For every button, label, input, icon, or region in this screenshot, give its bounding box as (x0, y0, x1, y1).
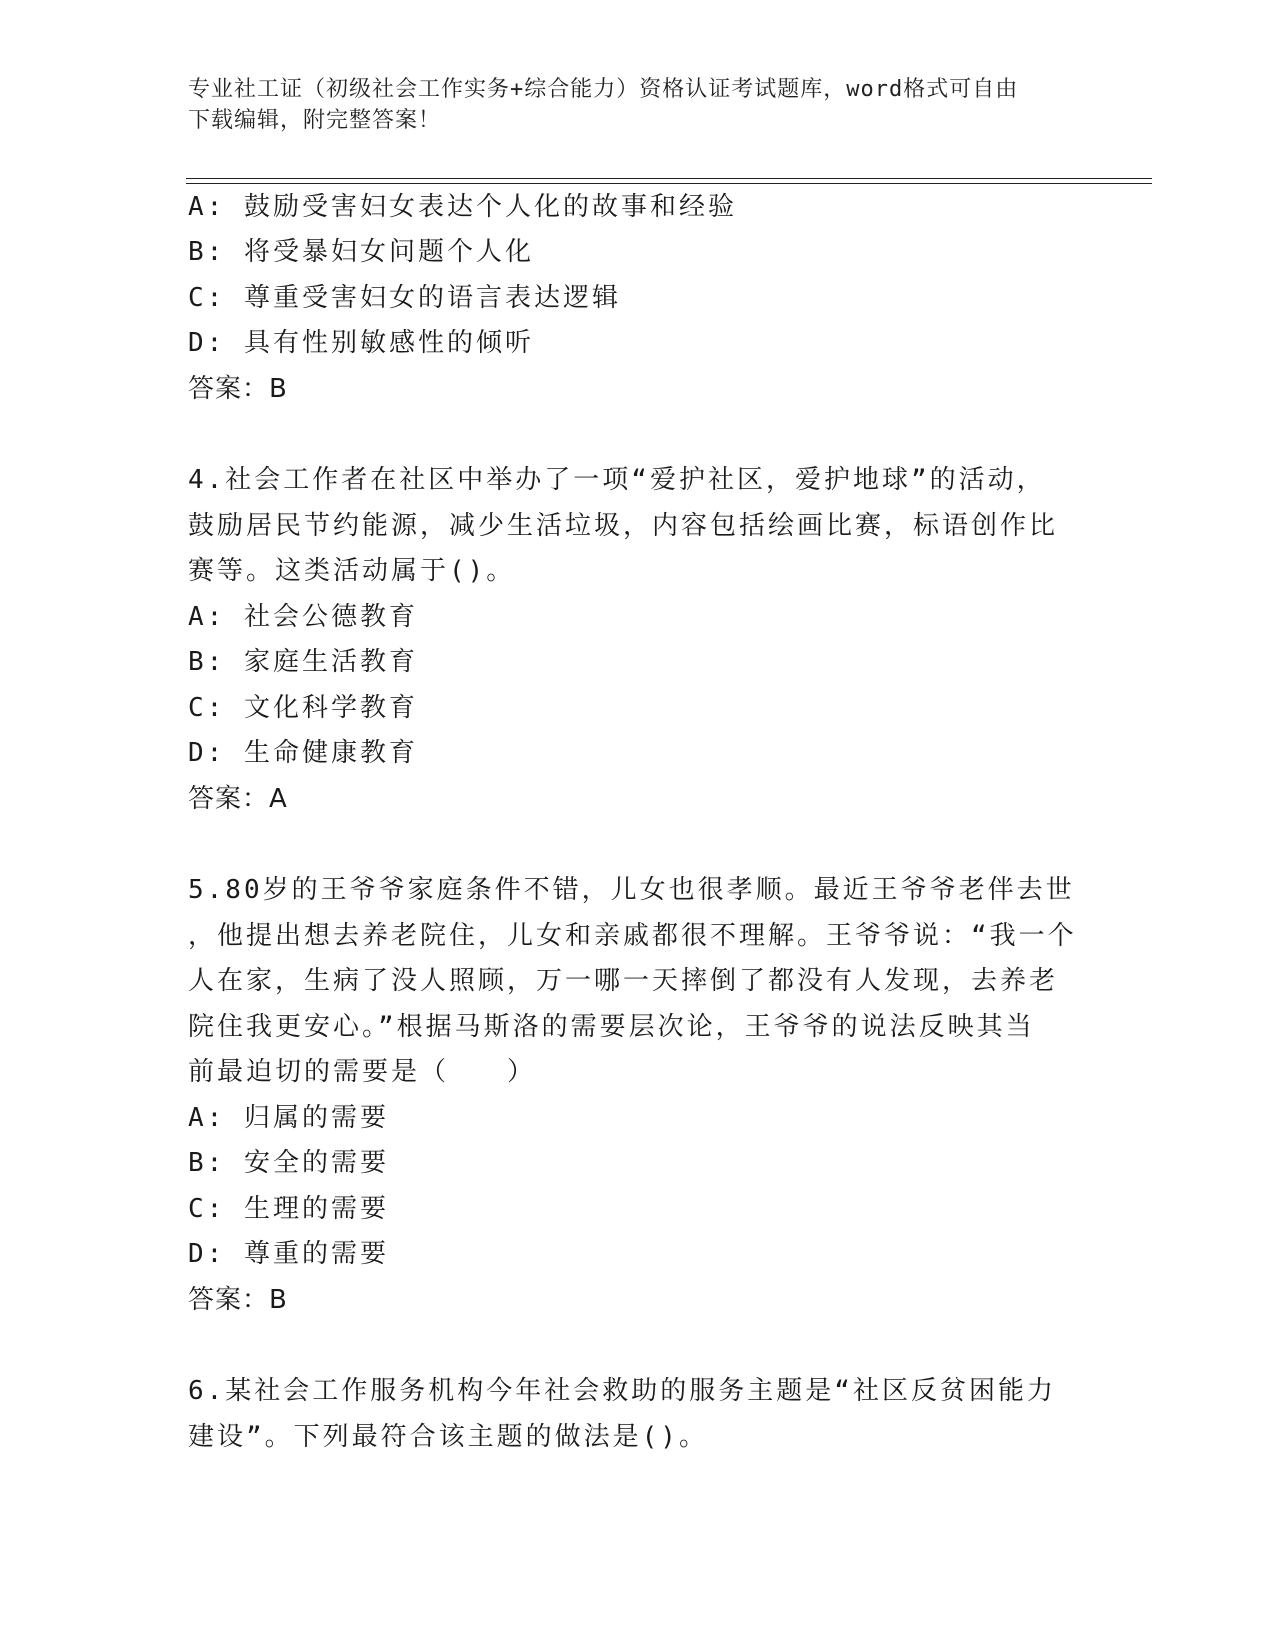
q5-answer: 答案：B (188, 1285, 288, 1315)
q3-option-c: C: 尊重受害妇女的语言表达逻辑 (188, 283, 621, 313)
q6-text-line-2: 建设”。下列最符合该主题的做法是()。 (188, 1422, 708, 1452)
header-rule-bottom (186, 183, 1152, 184)
header-line-1: 专业社工证（初级社会工作实务+综合能力）资格认证考试题库，word格式可自由 (188, 77, 1019, 102)
q3-option-a: A: 鼓励受害妇女表达个人化的故事和经验 (188, 192, 737, 222)
q4-option-c: C: 文化科学教育 (188, 693, 418, 723)
page-header (188, 74, 1088, 136)
q5-text-line-5: 前最迫切的需要是（ ） (188, 1057, 537, 1087)
q5-text-line-3: 人在家，生病了没人照顾，万一哪一天摔倒了都没有人发现，去养老 (188, 966, 1059, 996)
q4-text-line-2: 鼓励居民节约能源，减少生活垃圾，内容包括绘画比赛，标语创作比 (188, 511, 1059, 541)
q5-option-d: D: 尊重的需要 (188, 1239, 389, 1269)
q5-text-line-1: 5.80岁的王爷爷家庭条件不错，儿女也很孝顺。最近王爷爷老伴去世 (188, 875, 1075, 905)
q5-text-line-2: ，他提出想去养老院住，儿女和亲戚都很不理解。王爷爷说：“我一个 (188, 921, 1077, 951)
q3-answer: 答案：B (188, 374, 288, 404)
q6-text-line-1: 6.某社会工作服务机构今年社会救助的服务主题是“社区反贫困能力 (188, 1376, 1056, 1406)
q5-text-line-4: 院住我更安心。”根据马斯洛的需要层次论，王爷爷的说法反映其当 (188, 1012, 1035, 1042)
q3-option-d: D: 具有性别敏感性的倾听 (188, 328, 534, 358)
header-rule-top (186, 178, 1152, 179)
q3-option-b: B: 将受暴妇女问题个人化 (188, 237, 534, 267)
header-line-2: 下载编辑，附完整答案！ (188, 108, 442, 133)
q4-answer: 答案：A (188, 784, 288, 814)
q4-option-b: B: 家庭生活教育 (188, 647, 418, 677)
q4-option-a: A: 社会公德教育 (188, 602, 418, 632)
q4-option-d: D: 生命健康教育 (188, 738, 418, 768)
q5-option-a: A: 归属的需要 (188, 1103, 389, 1133)
q5-option-b: B: 安全的需要 (188, 1148, 389, 1178)
q4-text-line-3: 赛等。这类活动属于()。 (188, 556, 516, 586)
q4-text-line-1: 4.社会工作者在社区中举办了一项“爱护社区，爱护地球”的活动， (188, 465, 1046, 495)
q5-option-c: C: 生理的需要 (188, 1194, 389, 1224)
